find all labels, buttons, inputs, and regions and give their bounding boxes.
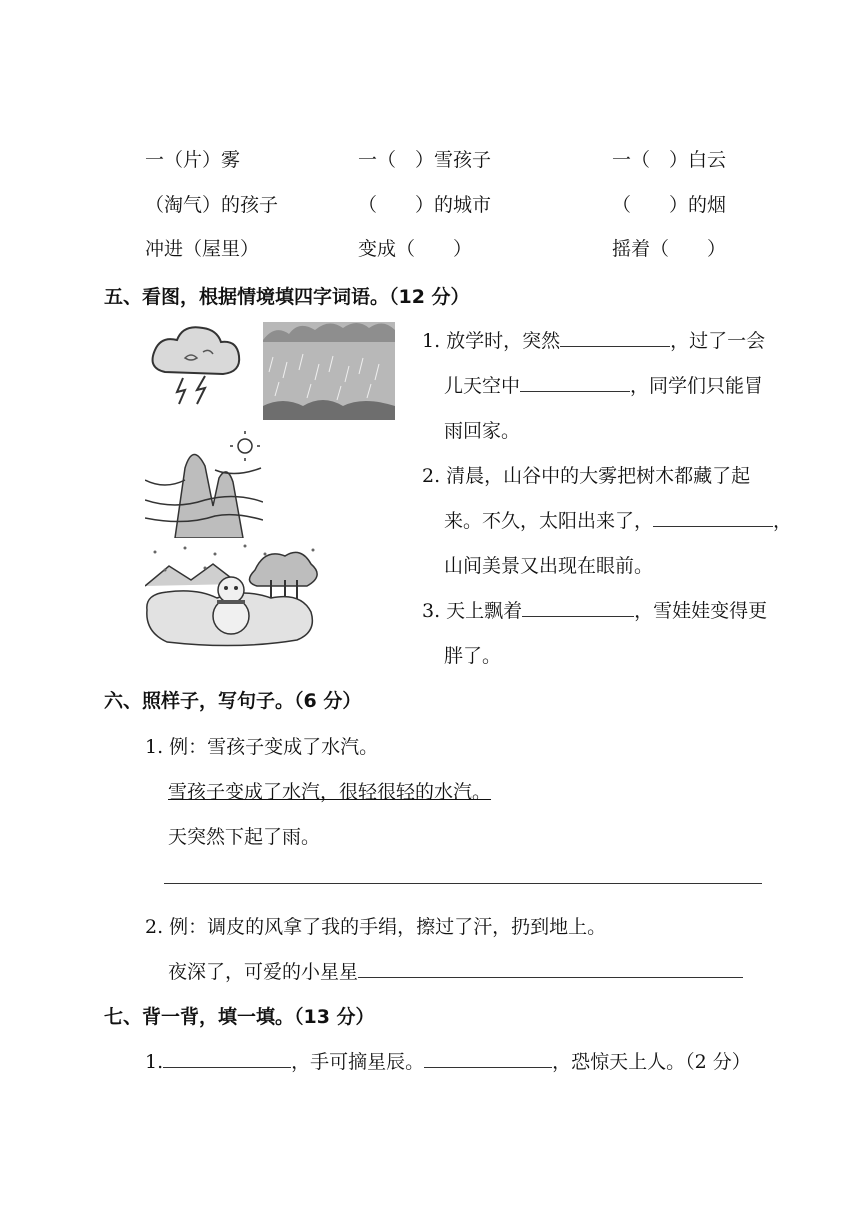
q5-3-line1 bbox=[422, 596, 767, 623]
phrase-r3c1: 冲进（屋里） bbox=[145, 238, 260, 260]
thunder-cloud-image bbox=[145, 322, 243, 420]
example1-model-answer: 雪孩子变成了水汽，很轻很轻的水汽。 bbox=[168, 781, 492, 803]
phrase-r1c2: 一（ ）雪孩子 bbox=[358, 149, 492, 171]
q5-1-line1 bbox=[422, 326, 765, 353]
q5-3-line2: 胖了。 bbox=[444, 645, 502, 667]
q5-3-blank[interactable] bbox=[522, 615, 634, 617]
snowman-image bbox=[145, 540, 323, 652]
example2: 2. 例：调皮的风拿了我的手绢，擦过了汗，扔到地上。 bbox=[145, 916, 607, 938]
example2-task: 夜深了，可爱的小星星 bbox=[168, 961, 359, 983]
q7-1-text-b: ，恐惊天上人。（2 分） bbox=[552, 1051, 751, 1073]
q5-1-text-c: 儿天空中 bbox=[444, 375, 521, 397]
q7-1-number: 1. bbox=[145, 1051, 164, 1073]
q5-3-text-a: 3. 天上飘着 bbox=[422, 600, 523, 622]
q7-1-blank-2[interactable] bbox=[424, 1066, 552, 1068]
q5-3-text-b: ，雪娃娃变得更 bbox=[634, 600, 768, 622]
section6-title: 六、照样子，写句子。（6 分） bbox=[104, 690, 362, 712]
section7-title: 七、背一背，填一填。（13 分） bbox=[104, 1006, 375, 1028]
example1: 1. 例：雪孩子变成了水汽。 bbox=[145, 736, 379, 758]
q5-1-text-b: ，过了一会 bbox=[670, 330, 766, 352]
q5-1-text-a: 1. 放学时，突然 bbox=[422, 330, 561, 352]
q5-2-line1: 2. 清晨，山谷中的大雾把树木都藏了起 bbox=[422, 465, 751, 487]
phrase-r2c1: （淘气）的孩子 bbox=[145, 194, 279, 216]
phrase-r3c3: 摇着（ ） bbox=[612, 238, 727, 260]
q5-1-text-d: ，同学们只能冒 bbox=[630, 375, 764, 397]
foggy-mountain-image bbox=[145, 430, 263, 538]
example2-task-line bbox=[168, 957, 743, 984]
example1-answer-line[interactable] bbox=[164, 883, 762, 884]
phrase-r2c2: （ ）的城市 bbox=[358, 194, 492, 216]
q5-1-line3: 雨回家。 bbox=[444, 420, 521, 442]
q7-1-line bbox=[145, 1047, 751, 1074]
phrase-r3c2: 变成（ ） bbox=[358, 238, 473, 260]
rain-image bbox=[263, 322, 395, 420]
q5-1-line2 bbox=[444, 371, 763, 398]
q5-2-text-c: ， bbox=[773, 510, 793, 532]
phrase-r1c3: 一（ ）白云 bbox=[612, 149, 727, 171]
q5-1-blank-1[interactable] bbox=[560, 345, 670, 347]
phrase-r1c1: 一（片）雾 bbox=[145, 149, 241, 171]
section5-title: 五、看图，根据情境填四字词语。（12 分） bbox=[104, 286, 470, 308]
q5-2-line2 bbox=[444, 506, 792, 533]
q5-2-blank[interactable] bbox=[653, 525, 773, 527]
q5-2-line3: 山间美景又出现在眼前。 bbox=[444, 555, 654, 577]
q5-2-text-b: 来。不久，太阳出来了， bbox=[444, 510, 654, 532]
q7-1-text-a: ，手可摘星辰。 bbox=[291, 1051, 425, 1073]
example2-answer-blank[interactable] bbox=[358, 976, 743, 978]
phrase-r2c3: （ ）的烟 bbox=[612, 194, 727, 216]
example1-task: 天突然下起了雨。 bbox=[168, 826, 321, 848]
q5-1-blank-2[interactable] bbox=[520, 390, 630, 392]
q7-1-blank-1[interactable] bbox=[163, 1066, 291, 1068]
